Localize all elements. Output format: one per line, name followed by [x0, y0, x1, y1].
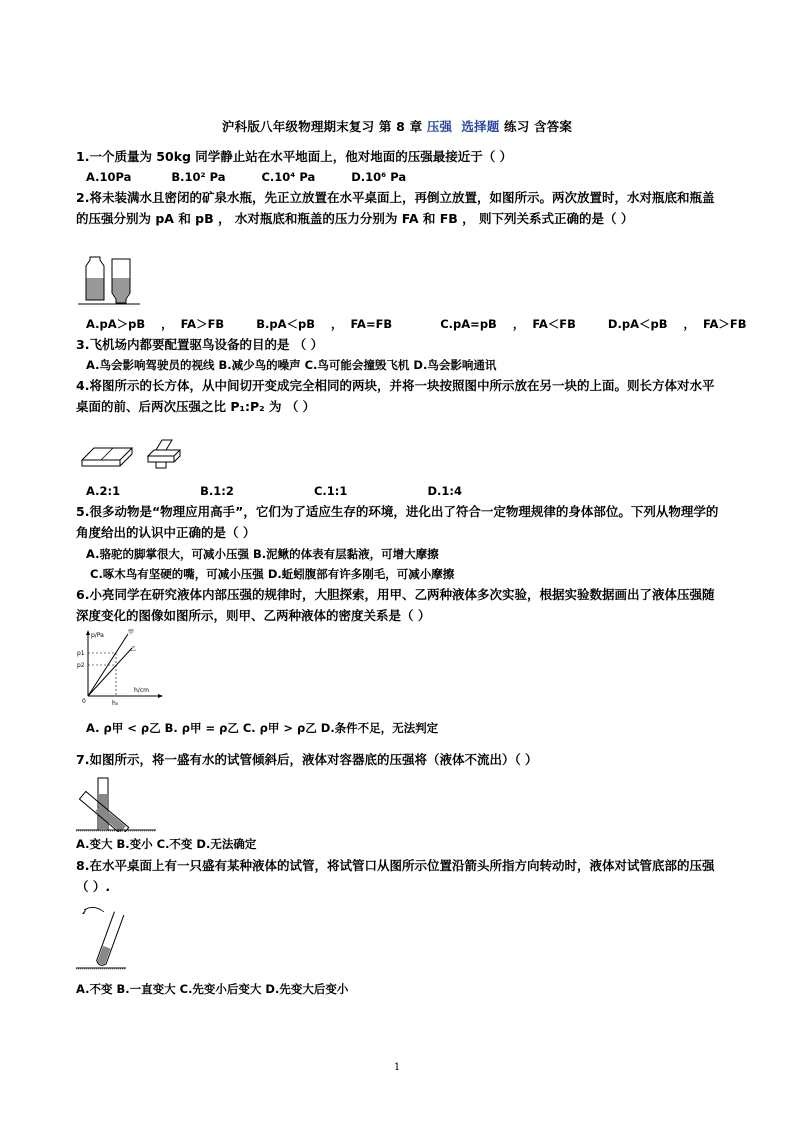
question-8-stem: 8.在水平桌面上有一只盛有某种液体的试管，将试管口从图所示位置沿箭头所指方向转动时，液体对试管底部的压强（ ）. [76, 858, 715, 894]
pressure-depth-graph [76, 628, 166, 708]
question-2-options: A.pA＞pB ， FA＞FB B.pA＜pB ， FA=FB C.pA=pB ， FA＜FB D.pA＜pB ， FA＞FB [86, 317, 747, 331]
question-3-stem: 3.飞机场内都要配置驱鸟设备的目的是 （ ） [76, 337, 324, 352]
title-type: 选择题 [461, 119, 500, 134]
question-7-stem: 7.如图所示，将一盛有水的试管倾斜后，液体对容器底的压强将（液体不流出）（ ） [76, 752, 538, 767]
page-title [0, 117, 794, 135]
question-5-options-line2: C.啄木鸟有坚硬的嘴，可减小压强 D.蚯蚓腹部有许多刚毛，可减小摩擦 [86, 567, 455, 581]
question-2-stem: 2.将未装满水且密闭的矿泉水瓶，先正立放置在水平桌面上，再倒立放置，如图所示。两次放置时，水对瓶底和瓶盖的压强分别为 pA 和 pB ， 水对瓶底和瓶盖的压力分别为 FA 和 FB ， 则下列关系式正确的是（ ） [76, 190, 715, 226]
question-6-options: A. ρ甲 < ρ乙 B. ρ甲 = ρ乙 C. ρ甲 > ρ乙 D.条件不足，无法判定 [86, 721, 439, 735]
question-8-options: A.不变 B.一直变大 C.先变小后变大 D.先变大后变小 [76, 982, 349, 996]
title-suffix: 练习 含答案 [499, 119, 573, 134]
question-1-stem: 1.一个质量为 50kg 同学静止站在水平地面上，他对地面的压强最接近于（ ） [76, 149, 513, 164]
graph-h0-label: h₀ [112, 700, 119, 707]
graph-y-label: p/Pa [91, 632, 104, 639]
question-6-stem: 6.小亮同学在研究液体内部压强的规律时，大胆探索，用甲、乙两种液体多次实验，根据实验数据画出了液体压强随深度变化的图像如图所示，则甲、乙两种液体的密度关系是（ ） [76, 587, 715, 623]
block-figure [80, 432, 200, 472]
bottle-figure [78, 256, 140, 306]
question-4-stem: 4.将图所示的长方体，从中间切开变成完全相同的两块，并将一块按照图中所示放在另一块的上面。则长方体对水平桌面的前、后两次压强之比 P₁:P₂ 为 （ ） [76, 378, 715, 414]
question-3-options: A.鸟会影响驾驶员的视线 B.减少鸟的噪声 C.鸟可能会撞毁飞机 D.鸟会影响通讯 [86, 358, 497, 372]
graph-yi-label: 乙 [130, 646, 137, 653]
graph-p2-label: p2 [77, 662, 85, 669]
question-1-options: A.10Pa B.10² Pa C.10⁴ Pa D.10⁶ Pa [86, 170, 407, 184]
question-4-options: A.2:1 B.1:2 C.1:1 D.1:4 [86, 484, 462, 498]
test-tube-figure [76, 776, 156, 832]
graph-jia-label: 甲 [128, 629, 135, 636]
graph-origin-label: 0 [82, 698, 86, 705]
page-number: 1 [393, 1062, 401, 1073]
tilted-tube-figure [76, 906, 126, 972]
graph-p1-label: p1 [77, 650, 85, 657]
question-7-options: A.变大 B.变小 C.不变 D.无法确定 [76, 837, 257, 851]
title-prefix: 沪科版八年级物理期末复习 第 8 章 [221, 119, 427, 134]
question-5-stem: 5.很多动物是“物理应用高手”，它们为了适应生存的环境，进化出了符合一定物理规律的身体部位。下列从物理学的角度给出的认识中正确的是（ ） [76, 504, 719, 540]
graph-x-label: h/cm [134, 687, 149, 694]
question-5-options-line1: A.骆驼的脚掌很大，可减小压强 B.泥鳅的体表有层黏液，可增大摩擦 [86, 547, 439, 561]
title-topic: 压强 [426, 119, 453, 134]
